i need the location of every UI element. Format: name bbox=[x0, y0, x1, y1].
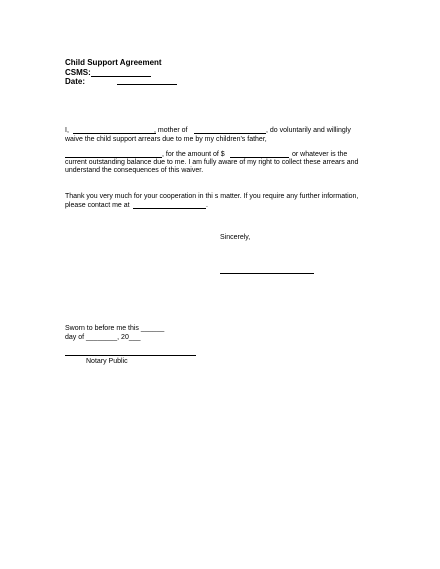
name-line bbox=[73, 133, 156, 134]
sworn-line1: Sworn to before me this ______ bbox=[65, 325, 165, 332]
p3-line2-start: please contact me at bbox=[65, 202, 130, 209]
signature-line bbox=[220, 273, 314, 274]
p3-line2-end: . bbox=[206, 202, 208, 209]
p2-line3: understand the consequences of this waiver. bbox=[65, 167, 204, 174]
date-label: Date: bbox=[65, 77, 86, 86]
contact-line bbox=[133, 208, 206, 209]
sworn-line2: day of ________, 20___ bbox=[65, 334, 141, 341]
document-title: Child Support Agreement bbox=[65, 58, 162, 67]
p1-line2: waive the child support arrears due to me by my children's father, bbox=[65, 136, 267, 143]
date-line bbox=[117, 84, 177, 85]
p1-mother: , mother of bbox=[154, 127, 188, 134]
p1-end: , do voluntarily and willingly bbox=[266, 127, 351, 134]
csms-label: CSMS: bbox=[65, 68, 91, 77]
notary-signature-line bbox=[65, 355, 196, 356]
csms-line bbox=[91, 76, 151, 77]
p2-amount: , for the amount of $ bbox=[162, 151, 225, 158]
p2-line2: current outstanding balance due to me. I am fully aware of my right to collect these arrears and bbox=[65, 159, 359, 166]
p3-line1: Thank you very much for your cooperation in thi s matter. If you require any further information, bbox=[65, 193, 359, 200]
children-line bbox=[194, 133, 266, 134]
p1-start: I, bbox=[65, 127, 69, 134]
p2-end: or whatever is the bbox=[292, 151, 348, 158]
notary-public-label: Notary Public bbox=[86, 358, 128, 365]
sincerely: Sincerely, bbox=[220, 234, 251, 241]
